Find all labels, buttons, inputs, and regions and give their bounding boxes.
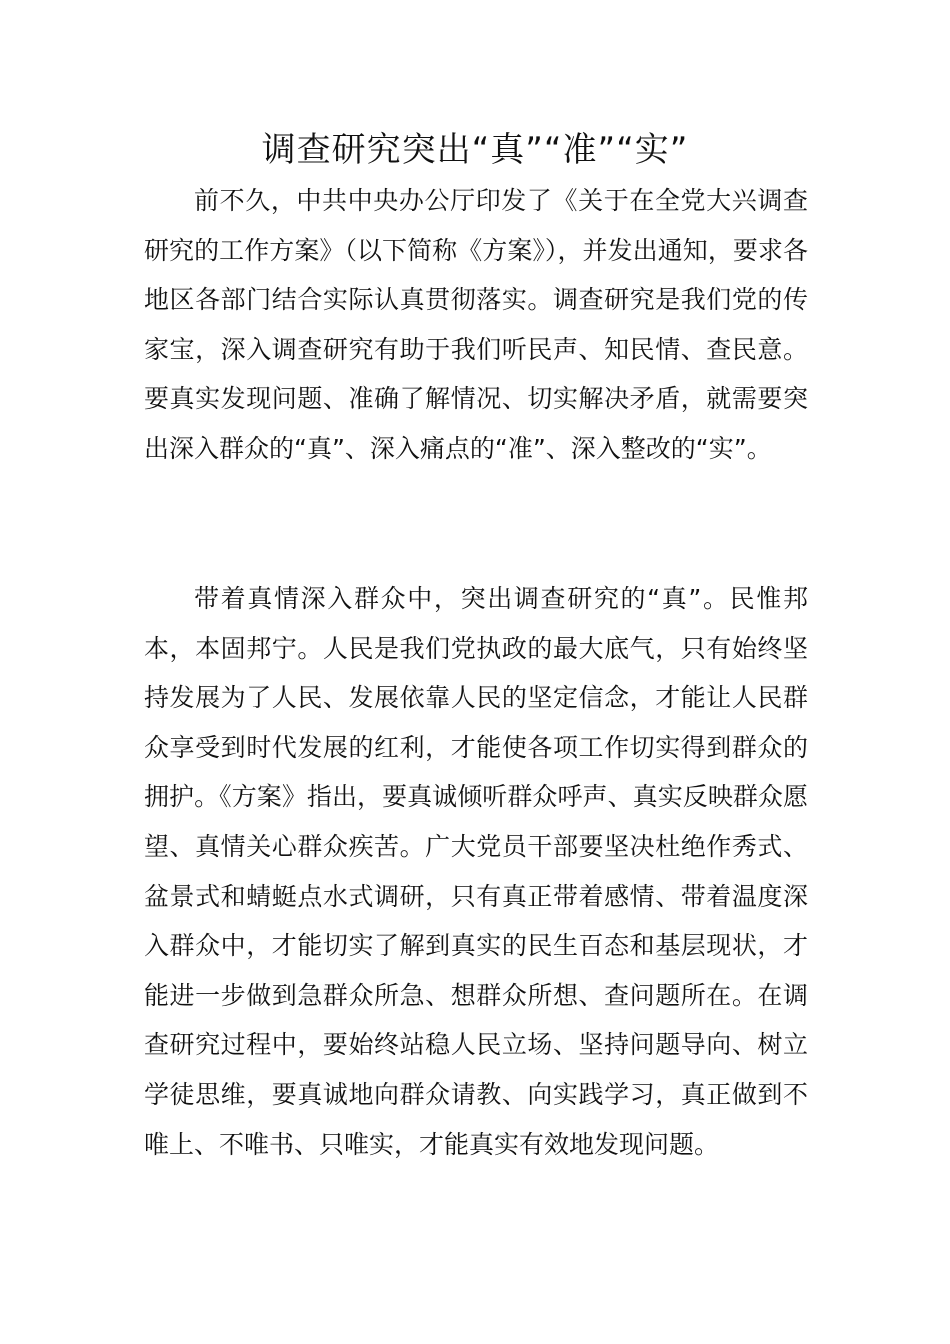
document-title: 调查研究突出“真”“准”“实” — [261, 130, 689, 170]
paragraph-truth: 带着真情深入群众中，突出调查研究的“真”。民惟邦本，本固邦宁。人民是我们党执政的最大底气，只有始终坚持发展为了人民、发展依靠人民的坚定信念，才能让人民群众享受到时代发展的红利，才能使各项工作切实得到群众的拥护。《方案》指出，要真诚倾听群众呼声、真实反映群众愿望、真情关心群众疾苦。广大党员干部要坚决杜绝作秀式、盆景式和蜻蜓点水式调研，只有真正带着感情、带着温度深入群众中，才能切实了解到真实的民生百态和基层现状，才能进一步做到急群众所急、想群众所想、查问题所在。在调查研究过程中，要始终站稳人民立场、坚持问题导向、树立学徒思维，要真诚地向群众请教、向实践学习，真正做到不唯上、不唯书、只唯实，才能真实有效地发现问题。 — [144, 584, 808, 1159]
paragraph-intro: 前不久，中共中央办公厅印发了《关于在全党大兴调查研究的工作方案》（以下简称《方案》），并发出通知，要求各地区各部门结合实际认真贯彻落实。调查研究是我们党的传家宝，深入调查研究有助于我们听民声、知民情、查民意。要真实发现问题、准确了解情况、切实解决矛盾，就需要突出深入群众的“真”、深入痛点的“准”、深入整改的“实”。 — [144, 186, 808, 463]
